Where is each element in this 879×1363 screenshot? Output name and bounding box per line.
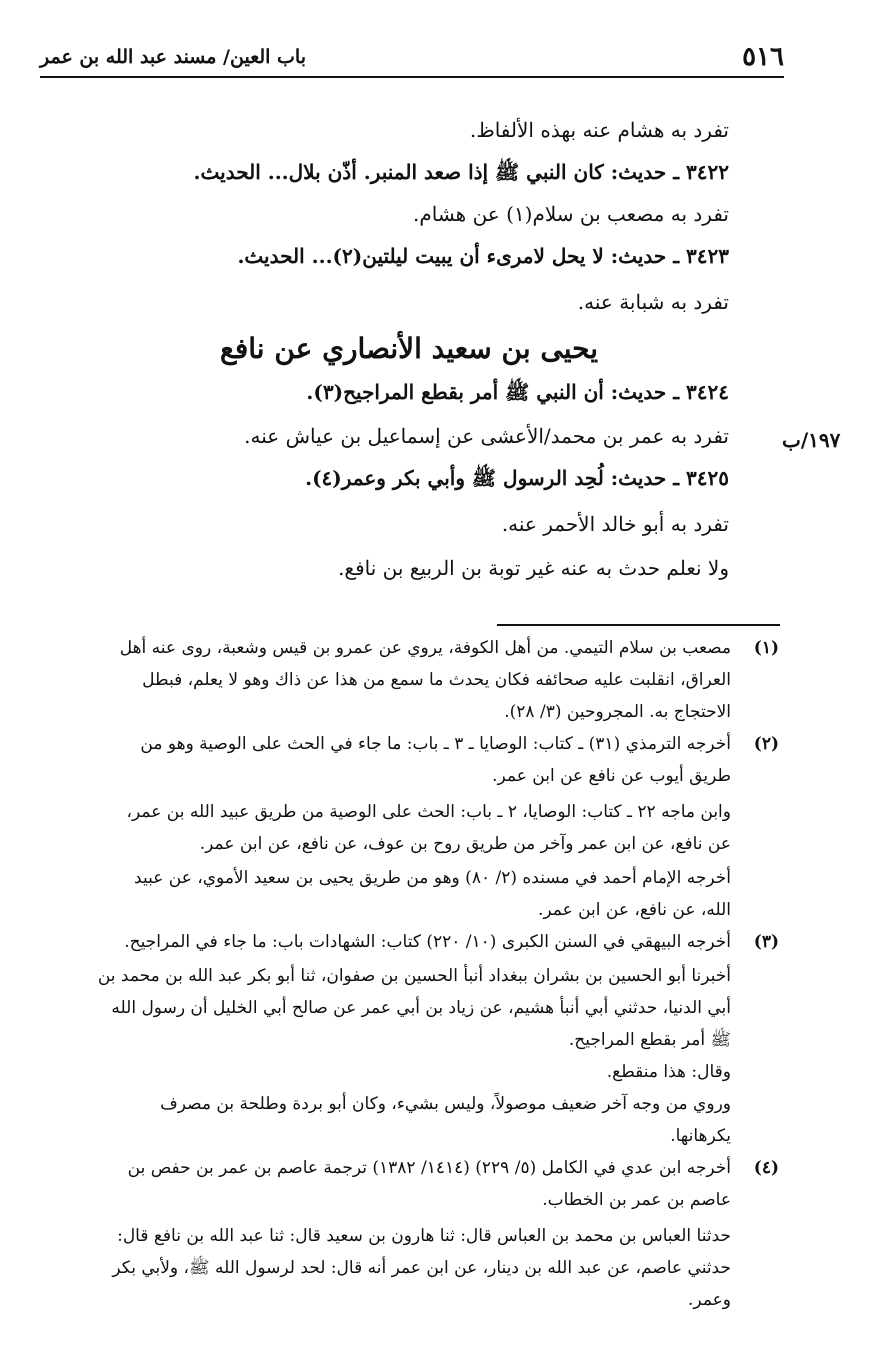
- text-line: تفرد به شبابة عنه.: [577, 290, 729, 314]
- footnote-line: ﷺ أمر بقطع المراجيح.: [568, 1030, 731, 1050]
- footnote-line: عاصم بن عمر بن الخطاب.: [542, 1190, 731, 1210]
- footnote-line: أخرجه الإمام أحمد في مسنده (٢/ ٨٠) وهو من طريق يحيى بن سعيد الأموي، عن عبيد: [134, 868, 731, 888]
- running-header: [40, 36, 784, 78]
- footnote-mark: (٢): [753, 734, 779, 754]
- footnote-line: وقال: هذا منقطع.: [606, 1062, 731, 1082]
- footnote-line: يكرهانها.: [670, 1126, 731, 1146]
- footnote-line: وروي من وجه آخر ضعيف موصولاً، وليس بشيء، وكان أبو بردة وطلحة بن مصرف: [160, 1094, 731, 1114]
- section-heading: يحيى بن سعيد الأنصاري عن نافع: [219, 332, 599, 365]
- footnote-line: مصعب بن سلام التيمي. من أهل الكوفة، يروي عن عمرو بن قيس وشعبة، روى عنه أهل: [119, 638, 731, 658]
- footnote-line: العراق، انقلبت عليه صحائفه فكان يحدث ما سمع من هذا عن ذاك وهو لا يعلم، فبطل: [142, 670, 731, 690]
- footnote-line: أخرجه ابن عدي في الكامل (٥/ ٢٢٩) (١٤١٤/ ١٣٨٢) ترجمة عاصم بن عمر بن حفص بن: [127, 1158, 731, 1178]
- text-line: تفرد به عمر بن محمد/الأعشى عن إسماعيل بن عياش عنه.: [244, 424, 729, 448]
- footnote-line: أخرجه الترمذي (٣١) ـ كتاب: الوصايا ـ ٣ ـ باب: ما جاء في الحث على الوصية وهو من: [140, 734, 731, 754]
- page-number: ٥١٦: [742, 42, 784, 72]
- text-line: تفرد به هشام عنه بهذه الألفاظ.: [469, 118, 729, 142]
- footnote-line: الله، عن نافع، عن ابن عمر.: [537, 900, 731, 920]
- footnote-line: أخبرنا أبو الحسين بن بشران ببغداد أنبأ الحسين بن صفوان، ثنا أبو بكر عبد الله بن محمد بن: [97, 966, 731, 986]
- footnote-line: أخرجه البيهقي في السنن الكبرى (١٠/ ٢٢٠) كتاب: الشهادات باب: ما جاء في المراجيح.: [124, 932, 731, 952]
- hadith-line: ٣٤٢٣ ـ حديث: لا يحل لامرىء أن يبيت ليلتين(٢)... الحديث.: [237, 244, 729, 268]
- footnote-mark: (١): [753, 638, 779, 658]
- footnote-line: وعمر.: [688, 1290, 731, 1310]
- footnote-mark: (٣): [753, 932, 779, 952]
- text-line: تفرد به مصعب بن سلام(١) عن هشام.: [412, 202, 729, 226]
- manuscript-folio-note: ١٩٧/ب: [782, 428, 841, 452]
- footnote-line: حدثني عاصم، عن عبد الله بن دينار، عن ابن عمر أنه قال: لحد لرسول الله ﷺ، ولأبي بكر: [112, 1258, 731, 1278]
- footnote-line: الاحتجاج به. المجروحين (٣/ ٢٨).: [504, 702, 731, 722]
- hadith-line: ٣٤٢٥ ـ حديث: لُحِد الرسول ﷺ وأبي بكر وعمر(٤).: [305, 466, 729, 490]
- footnote-line: حدثنا العباس بن محمد بن العباس قال: ثنا هارون بن سعيد قال: ثنا عبد الله بن نافع قال:: [117, 1226, 731, 1246]
- text-line: تفرد به أبو خالد الأحمر عنه.: [501, 512, 729, 536]
- footnote-separator: [497, 624, 780, 626]
- text-line: ولا نعلم حدث به عنه غير توبة بن الربيع بن نافع.: [338, 556, 729, 580]
- footnote-line: طريق أيوب عن نافع عن ابن عمر.: [492, 766, 731, 786]
- footnote-mark: (٤): [753, 1158, 779, 1178]
- running-title: باب العين/ مسند عبد الله بن عمر: [40, 46, 306, 68]
- hadith-line: ٣٤٢٤ ـ حديث: أن النبي ﷺ أمر بقطع المراجيح(٣).: [306, 380, 729, 404]
- footnote-line: وابن ماجه ٢٢ ـ كتاب: الوصايا، ٢ ـ باب: الحث على الوصية من طريق عبيد الله بن عمر،: [126, 802, 731, 822]
- hadith-line: ٣٤٢٢ ـ حديث: كان النبي ﷺ إذا صعد المنبر. أذّن بلال... الحديث.: [193, 160, 729, 184]
- footnote-line: عن نافع، عن ابن عمر وآخر من طريق روح بن عوف، عن نافع، عن ابن عمر.: [199, 834, 731, 854]
- footnote-line: أبي الدنيا، حدثني أبي أنبأ هشيم، عن زياد بن أبي عمر عن صالح أبي الخليل أن رسول الله: [111, 998, 731, 1018]
